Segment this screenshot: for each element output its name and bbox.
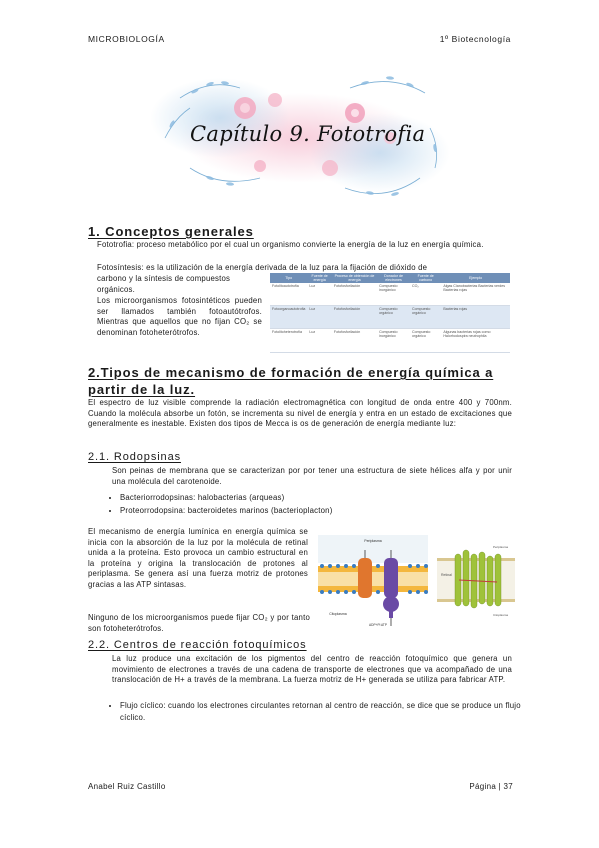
table-row [270,283,510,305]
header-subject: MICROBIOLOGÍA [88,34,165,44]
table-cell: Compuesto orgánico [410,305,441,329]
rhodopsin-helix-figure [437,540,515,622]
list-item: • Proteorrodopsina: bacteroidetes marinos (bacterioplacton) [120,505,520,517]
table-cell: Luz [307,329,332,353]
figure-label-retinal: Retinal [441,573,452,577]
section21-description: Son peinas de membrana que se caracterizan por por tener una estructura de siete hélices alfa y por unir una molécula del carotenoide. [112,466,512,486]
table-cell: Luz [307,305,332,329]
figure-label-cytoplasm: Citoplasma [493,613,509,617]
table-cell: Fotofosforilación [332,305,377,329]
table-header: Tipo [270,273,307,283]
table-cell: Algas Cianobacterias Bacterias verdes Bacterias rojas [441,283,510,305]
section21-list [106,492,520,518]
table-header: Proceso de obtención de energía [332,273,377,283]
table-cell: Compuesto orgánico [410,329,441,353]
table-cell: Luz [307,283,332,305]
section21-mechanism: El mecanismo de energía lumínica en energía química se inicia con la absorción de la luz por la molécula de retinal unida a la proteína. Esto provoca un cambio estructural en la proteína y origina la translocación de protones al periplasma. Se genera así una fuerza motriz de protones gracias a las ATP sintasas. [88,527,308,589]
table-cell: CO₂ [410,283,441,305]
section22-heading: 2.2. Centros de reacción fotoquímicos [88,639,307,651]
table-row [270,329,510,353]
table-header: Fuente de carbono [410,273,441,283]
table-cell: Fotoorganoautotrofia [270,305,307,329]
section21-fotoheterotrofos: Ninguno de los microorganismos puede fijar CO₂ y por tanto son fotoheterótrofos. [88,613,310,633]
table-cell: Fotofosforilación [332,329,377,353]
table-cell: Algunas bacterias rojas como Halorhodospira neutrophila [441,329,510,353]
footer-author: Anabel Ruiz Castillo [88,782,166,791]
table-cell: Bacterias rojas [441,305,510,329]
section1-fotosintesis-line2: carbono y la síntesis de compuestos orgánicos. [97,274,231,294]
table-cell: Fotolitoheterotrofia [270,329,307,353]
figure-label-cytoplasm: Citoplasma [329,612,347,616]
figure-label-periplasm: Periplasma [364,539,382,543]
section1-fotosintesis-line1: Fotosíntesis: es la utilización de la energía derivada de la luz para la fijación de dióxido de [97,263,428,272]
table-row [270,305,510,329]
table-cell: Fotofosforilación [332,283,377,305]
list-item: • Bacteriorrodopsinas: halobacterias (arqueas) [120,492,520,504]
list-item: • Flujo cíclico: cuando los electrones circulantes retornan al centro de reacción, se dice que se produce un flujo cíclico. [120,700,524,724]
table-cell: Compuesto inorgánico [377,329,410,353]
rhodopsin-membrane-figure [318,530,428,635]
figure-label-atp: ADP+Pi ATP [369,623,387,627]
table-header: Ejemplo [441,273,510,283]
footer-page-number: Página | 37 [469,782,513,791]
section21-heading: 2.1. Rodopsinas [88,451,181,463]
fototrofia-table [270,273,510,353]
chapter-title: Capítulo 9. Fototrofia [190,122,426,146]
table-cell: Compuesto orgánico [377,305,410,329]
section22-list [106,700,524,725]
section1-microorganismos: Los microorganismos fotosintéticos pueden ser llamados también fotoautótrofos. Mientras que aquellos que no fijan CO₂ se denominan fotoheterótrofos. [97,296,262,337]
table-cell: Compuesto inorgánico [377,283,410,305]
table-header: Donador de electrones [377,273,410,283]
section2-heading: 2.Tipos de mecanismo de formación de energía química a partir de la luz. [88,365,494,397]
section1-fototrofia: Fototrofia: proceso metabólico por el cual un organismo convierte la energía de la luz en energía química. [97,240,484,249]
header-course: 1º Biotecnología [439,34,511,44]
table-cell: Fotolitoautotrofia [270,283,307,305]
table-header: Fuente de energía [307,273,332,283]
figure-label-periplasm: Periplasma [493,545,509,549]
section22-description: La luz produce una excitación de los pigmentos del centro de reacción fotoquímico que genera un movimiento de electrones a través de una cadena de transporte de electrones que va acompañado de una translocación de H+ a través de la membrana. La fuerza motriz de H+ generada se utiliza para fabricar ATP. [112,654,512,685]
section1-heading: 1. Conceptos generales [88,224,254,239]
section2-intro: El espectro de luz visible comprende la radiación electromagnética con longitud de onda entre 400 y 700nm. Cuando la molécula absorbe un fotón, se incrementa su nivel de energía y entra en un estado de excitaciones que generalmente es inestable. Existen dos tipos de Mecca is os de generación de energía mediante luz: [88,398,512,429]
